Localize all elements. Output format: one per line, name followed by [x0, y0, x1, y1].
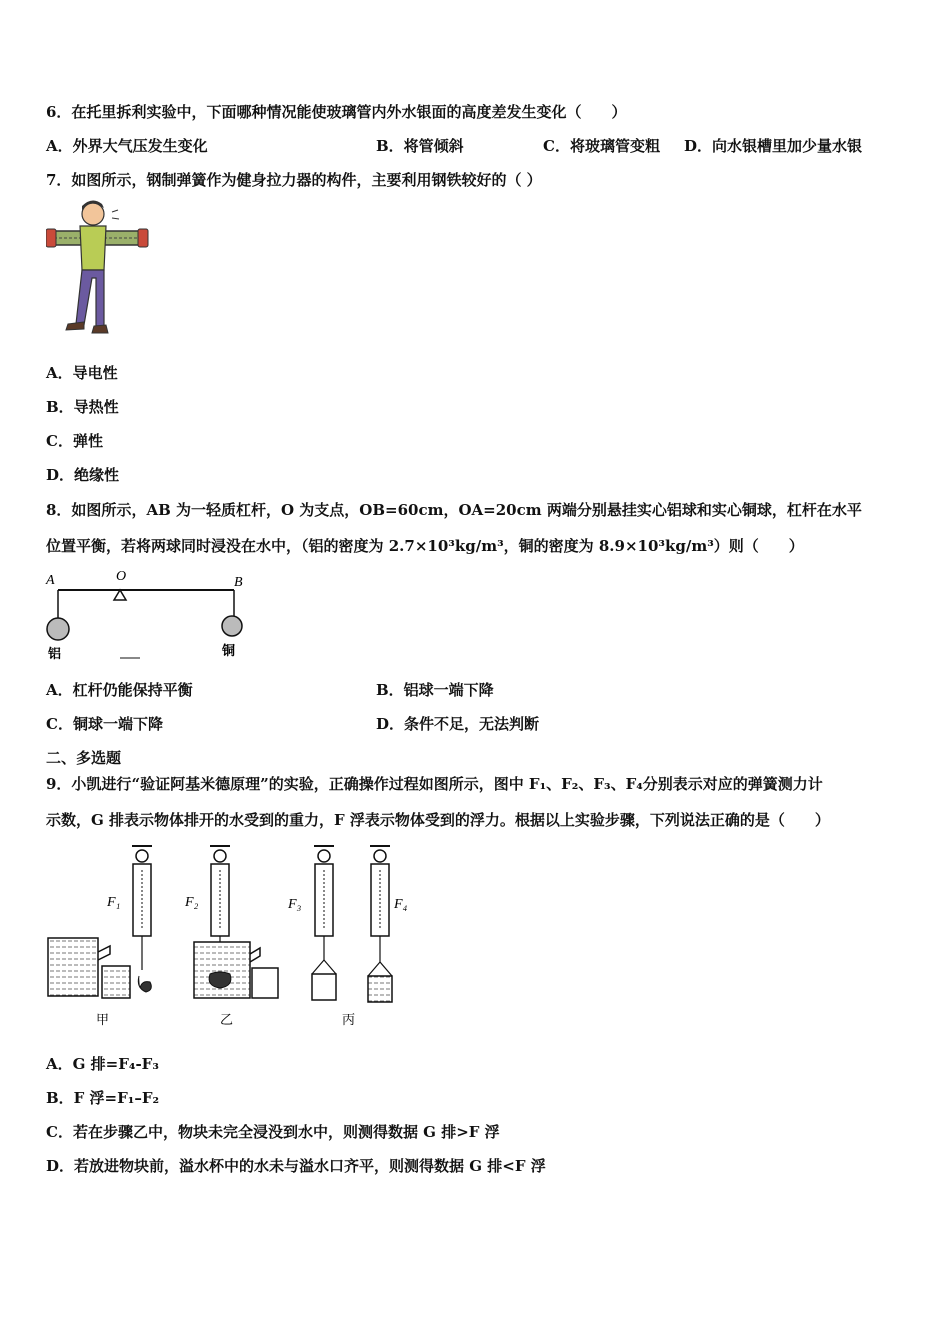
step-bing-f3: [287, 846, 355, 1028]
label-f2: F₂: [185, 895, 199, 910]
man-head: [82, 203, 104, 225]
section-heading: 二、多选题: [46, 749, 122, 767]
q9-figure-archimedes: [44, 842, 424, 1032]
empty-beaker: [312, 974, 336, 1000]
q6-option-c: C．将玻璃管变粗: [543, 137, 660, 155]
q6-option-a: A．外界大气压发生变化: [46, 137, 208, 155]
beaker-with-water: [368, 976, 392, 1002]
man-shirt: [80, 226, 106, 270]
fulcrum: [114, 590, 126, 600]
small-beaker: [102, 966, 130, 998]
man-legs: [76, 270, 104, 326]
q7-option-a: A．导电性: [46, 364, 118, 382]
q6-option-d: D．向水银槽里加少量水银: [684, 137, 863, 155]
step-jia: [48, 846, 152, 1028]
q9-option-a: A．G 排=F₄-F₃: [46, 1055, 159, 1073]
q9-stem-line1: 9．小凯进行“验证阿基米德原理”的实验，正确操作过程如图所示，图中 F₁、F₂、F₃、F₄分别表示对应的弹簧测力计: [46, 775, 823, 793]
lever-label-b: B: [234, 575, 243, 590]
step-bing-f4: [368, 846, 408, 1002]
q7-option-c: C．弹性: [46, 432, 103, 450]
q8-option-a: A．杠杆仍能保持平衡: [46, 681, 193, 699]
q7-figure-man-with-expander: [46, 198, 150, 340]
overflow-cup-2: [194, 942, 250, 998]
label-f1: F₁: [107, 895, 121, 910]
q8-stem-line2: 位置平衡，若将两球同时浸没在水中，（铝的密度为 2.7×10³kg/m³，铜的密度为 8.9×10³kg/m³）则（ ）: [46, 537, 804, 555]
q9-option-c: C．若在步骤乙中，物块未完全浸没到水中，则测得数据 G 排>F 浮: [46, 1123, 500, 1141]
label-jia: 甲: [96, 1013, 110, 1028]
q6-option-b: B．将管倾斜: [376, 137, 464, 155]
label-copper: 铜: [222, 644, 236, 659]
label-bing: 丙: [342, 1013, 356, 1028]
aluminium-ball: [47, 618, 69, 640]
q9-option-b: B．F 浮=F₁–F₂: [46, 1089, 160, 1107]
q8-option-c: C．铜球一端下降: [46, 715, 163, 733]
lever-label-a: A: [46, 573, 55, 588]
q8-stem-line1: 8．如图所示，AB 为一轻质杠杆，O 为支点，OB=60cm，OA=20cm 两端分别悬挂实心铝球和实心铜球，杠杆在水平: [46, 501, 862, 519]
q8-option-b: B．铝球一端下降: [376, 681, 494, 699]
label-f4: F₄: [394, 897, 408, 912]
q8-option-d: D．条件不足，无法判断: [376, 715, 540, 733]
overflow-cup: [48, 938, 98, 996]
step-yi: [184, 846, 278, 1028]
q9-option-d: D．若放进物块前，溢水杯中的水未与溢水口齐平，则测得数据 G 排<F 浮: [46, 1157, 546, 1175]
copper-ball: [222, 616, 242, 636]
q8-figure-lever: [44, 566, 254, 662]
lever-label-o: O: [116, 569, 127, 584]
q7-option-d: D．绝缘性: [46, 466, 120, 484]
q7-option-b: B．导热性: [46, 398, 119, 416]
label-aluminium: 铝: [48, 647, 62, 662]
q9-stem-line2: 示数，G 排表示物体排开的水受到的重力，F 浮表示物体受到的浮力。根据以上实验步骤，下列说法正确的是（ ）: [46, 811, 830, 829]
q6-stem: 6．在托里拆利实验中，下面哪种情况能使玻璃管内外水银面的高度差发生变化（ ）: [46, 103, 627, 121]
q7-stem: 7．如图所示，钢制弹簧作为健身拉力器的构件，主要利用钢铁较好的（ ）: [46, 171, 542, 189]
label-f3: F₃: [288, 897, 302, 912]
label-yi: 乙: [220, 1013, 234, 1028]
